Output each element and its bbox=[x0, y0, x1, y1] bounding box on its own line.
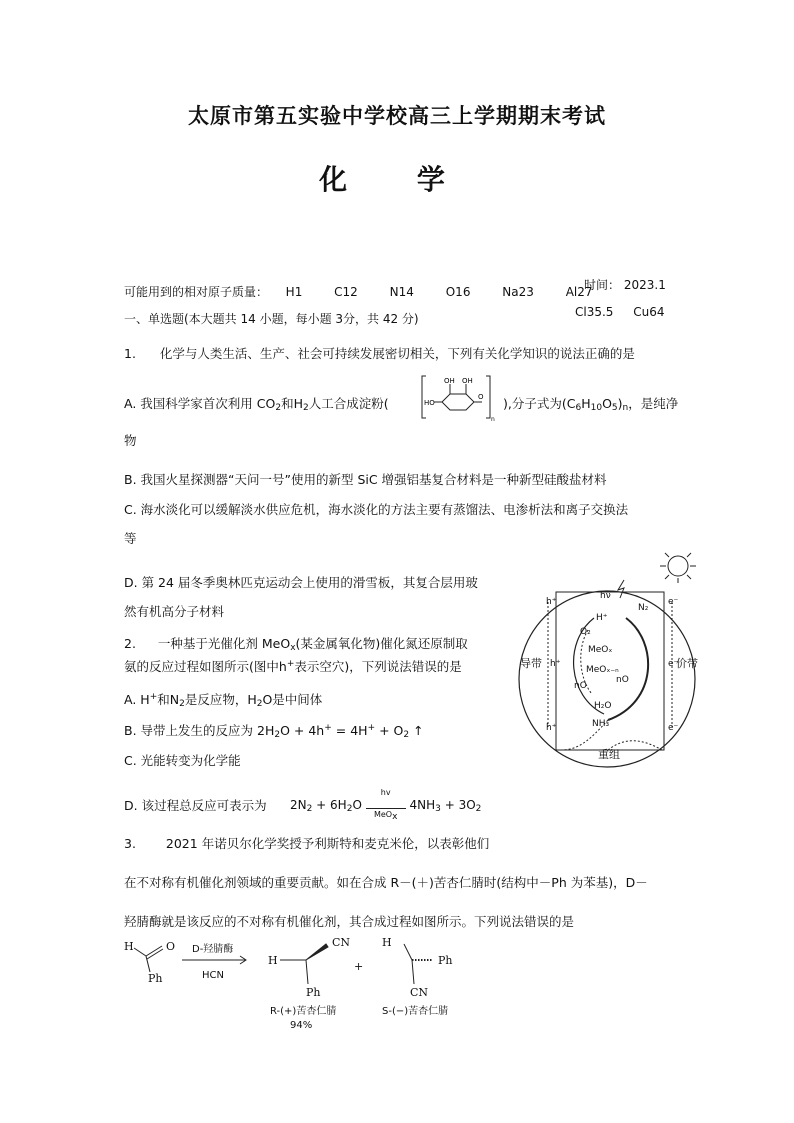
mass-na: Na23 bbox=[502, 285, 534, 299]
q2-a-text-2: 和N bbox=[157, 692, 180, 707]
photocatalysis-diagram bbox=[508, 552, 706, 770]
q1-option-c-cont: 等 bbox=[124, 531, 137, 546]
q1-a-text-2: 和H bbox=[281, 396, 303, 411]
q2-option-b: B. 导带上发生的反应为 $2H_2O + 4h^+ = 4H^+ + O_2$ ↑ bbox=[124, 723, 424, 740]
diagram-e-mid: e⁻ bbox=[668, 659, 679, 669]
diagram-hplus-top: h⁺ bbox=[546, 597, 557, 607]
scheme-reagent-top: D-羟腈酶 bbox=[192, 944, 234, 955]
q2-d-text: D. 该过程总反应可表示为 bbox=[124, 798, 267, 813]
atomic-mass-line-2 bbox=[575, 305, 665, 319]
scheme-reagent-bottom: HCN bbox=[202, 970, 224, 981]
q1-a-text-1: A. 我国科学家首次利用 CO bbox=[124, 396, 276, 411]
mass-c: C12 bbox=[334, 285, 358, 299]
atomic-mass-label: 可能用到的相对原子质量： bbox=[124, 285, 269, 299]
scheme-h1: H bbox=[124, 940, 134, 953]
q2-a-text-1: A. H bbox=[124, 692, 150, 707]
diagram-meox-n: MeOₓ₋ₙ bbox=[586, 665, 619, 675]
scheme-ph1: Ph bbox=[148, 972, 163, 985]
q3-line2: 在不对称有机催化剂领域的重要贡献。如在合成 R－(＋)苦杏仁腈时(结构中－Ph 为苯基)，D－ bbox=[124, 875, 648, 890]
q1-a-text-4: ),分子式为(C bbox=[503, 396, 576, 411]
starch-label-oh1: OH bbox=[444, 377, 455, 385]
mass-h: H1 bbox=[285, 285, 303, 299]
q2-b-text-2: O + 4h bbox=[280, 723, 325, 738]
q2-a-text-4: O是中间体 bbox=[262, 692, 323, 707]
scheme-h2: H bbox=[268, 954, 278, 967]
scheme-cn2: CN bbox=[410, 986, 429, 999]
q2-stem-text-1: 一种基于光催化剂 MeO bbox=[157, 636, 291, 651]
time-value: 2023.1 bbox=[623, 278, 666, 292]
scheme-plus: + bbox=[354, 960, 364, 973]
diagram-h-plus: H⁺ bbox=[596, 613, 608, 623]
q2-stem-text-3: 氨的反应过程如图所示(图中h bbox=[124, 659, 287, 674]
scheme-h3: H bbox=[382, 936, 392, 949]
q1-option-a-cont: 物 bbox=[124, 433, 137, 448]
scheme-product-s: S-(−)苦杏仁腈 bbox=[382, 1006, 449, 1017]
q2-number: 2. bbox=[124, 636, 136, 651]
scheme-cn1: CN bbox=[332, 936, 351, 949]
diagram-hv: hν bbox=[600, 591, 611, 601]
q3-line3: 羟腈酶就是该反应的不对称有机催化剂，其合成过程如图所示。下列说法错误的是 bbox=[124, 914, 575, 929]
starch-label-oh2: OH bbox=[462, 377, 473, 385]
starch-label-ho: HO bbox=[424, 399, 435, 407]
q1-option-b: B. 我国火星探测器“天问一号”使用的新型 SiC 增强铝基复合材料是一种新型硅酸盐材料 bbox=[124, 472, 607, 487]
time-label: 时间： bbox=[584, 278, 621, 292]
diagram-meox: MeOₓ bbox=[588, 645, 613, 655]
scheme-ph2: Ph bbox=[306, 986, 321, 999]
q1-number: 1. bbox=[124, 346, 136, 361]
q3-stem bbox=[124, 834, 489, 852]
q2-stem-text-4: 表示空穴)，下列说法错误的是 bbox=[294, 659, 462, 674]
diagram-no-right: nO bbox=[616, 675, 629, 685]
q3-stem-text: 2021 年诺贝尔化学奖授予利斯特和麦克米伦，以表彰他们 bbox=[165, 836, 490, 851]
starch-label-n: n bbox=[491, 416, 495, 422]
q1-a-text-5: ，是纯净 bbox=[628, 396, 679, 411]
q2-a-text-3: 是反应物，H bbox=[184, 692, 257, 707]
diagram-recombination: 重组 bbox=[598, 748, 620, 761]
q2-option-a: A. H+和$N_2$是反应物，$H_2O$是中间体 bbox=[124, 692, 323, 709]
mass-o: O16 bbox=[445, 285, 471, 299]
subject-title: 化 学 bbox=[319, 163, 475, 196]
scheme-o: O bbox=[166, 940, 176, 953]
q2-stem: 2. 一种基于光催化剂 MeO$_x$(某金属氧化物)催化氮还原制取 bbox=[124, 636, 468, 653]
diagram-no-left: nO bbox=[574, 681, 587, 691]
q1-stem bbox=[124, 344, 635, 362]
q2-option-c: C. 光能转变为化学能 bbox=[124, 753, 241, 768]
q2-option-d bbox=[124, 796, 267, 814]
q2-total-equation: $2N_2 + 6H_2O$ hv MeO$_x$ $4NH_3 + 3O_2$ bbox=[290, 788, 482, 822]
q2-b-text-4: + O bbox=[375, 723, 404, 738]
exam-time bbox=[584, 276, 666, 293]
scheme-yield: 94% bbox=[290, 1020, 313, 1031]
q2-b-text-3: = 4H bbox=[331, 723, 368, 738]
mass-n: N14 bbox=[389, 285, 414, 299]
diagram-valence-band: 价带 bbox=[676, 657, 698, 670]
diagram-n2: N₂ bbox=[638, 603, 649, 613]
section-heading: 一、单选题(本大题共 14 小题，每小题 3分，共 42 分) bbox=[124, 312, 419, 326]
exam-title: 太原市第五实验中学校高三上学期期末考试 bbox=[188, 103, 606, 128]
q1-stem-text: 化学与人类生活、生产、社会可持续发展密切相关，下列有关化学知识的说法正确的是 bbox=[159, 346, 635, 361]
scheme-product-r: R-(+)苦杏仁腈 bbox=[270, 1006, 337, 1017]
starch-label-o: O bbox=[478, 393, 484, 401]
q1-option-a: A. 我国科学家首次利用 $CO_2$和$H_2$人工合成淀粉( bbox=[124, 396, 389, 413]
mass-cu: Cu64 bbox=[633, 305, 665, 319]
mass-cl: Cl35.5 bbox=[575, 305, 614, 319]
q2-b-text-1: B. 导带上发生的反应为 2H bbox=[124, 723, 275, 738]
q1-option-d-cont: 然有机高分子材料 bbox=[124, 604, 225, 619]
diagram-hplus-bottom: h⁺ bbox=[546, 723, 557, 733]
q2-b-text-5: ↑ bbox=[409, 723, 424, 738]
scheme-ph3: Ph bbox=[438, 954, 453, 967]
q1-option-c: C. 海水淡化可以缓解淡水供应危机，海水淡化的方法主要有蒸馏法、电渗析法和离子交换法 bbox=[124, 502, 629, 517]
diagram-hplus-mid: h⁺ bbox=[550, 659, 561, 669]
q3-reaction-scheme bbox=[120, 934, 480, 1034]
diagram-o2: O₂ bbox=[580, 627, 591, 637]
diagram-e-top: e⁻ bbox=[668, 597, 679, 607]
mass-al: Al27 bbox=[565, 285, 593, 299]
diagram-e-bottom: e⁻ bbox=[668, 723, 679, 733]
q1-option-d: D. 第 24 届冬季奥林匹克运动会上使用的滑雪板，其复合层用玻 bbox=[124, 575, 478, 590]
atomic-mass-line bbox=[124, 283, 593, 300]
diagram-h2o: H₂O bbox=[594, 701, 612, 711]
starch-structure-image bbox=[420, 372, 498, 422]
q3-number: 3. bbox=[124, 836, 136, 851]
q2-stem-text-2: (某金属氧化物)催化氮还原制取 bbox=[295, 636, 468, 651]
q1-a-text-3: 人工合成淀粉( bbox=[308, 396, 389, 411]
diagram-nh3: NH₃ bbox=[592, 719, 610, 729]
diagram-conduction-band: 导带 bbox=[520, 657, 542, 670]
q2-stem-cont: 氨的反应过程如图所示(图中h+表示空穴)，下列说法错误的是 bbox=[124, 659, 462, 674]
q1-option-a-formula: ),分子式为$(C_6H_{10}O_5)_n$，是纯净 bbox=[503, 396, 679, 413]
